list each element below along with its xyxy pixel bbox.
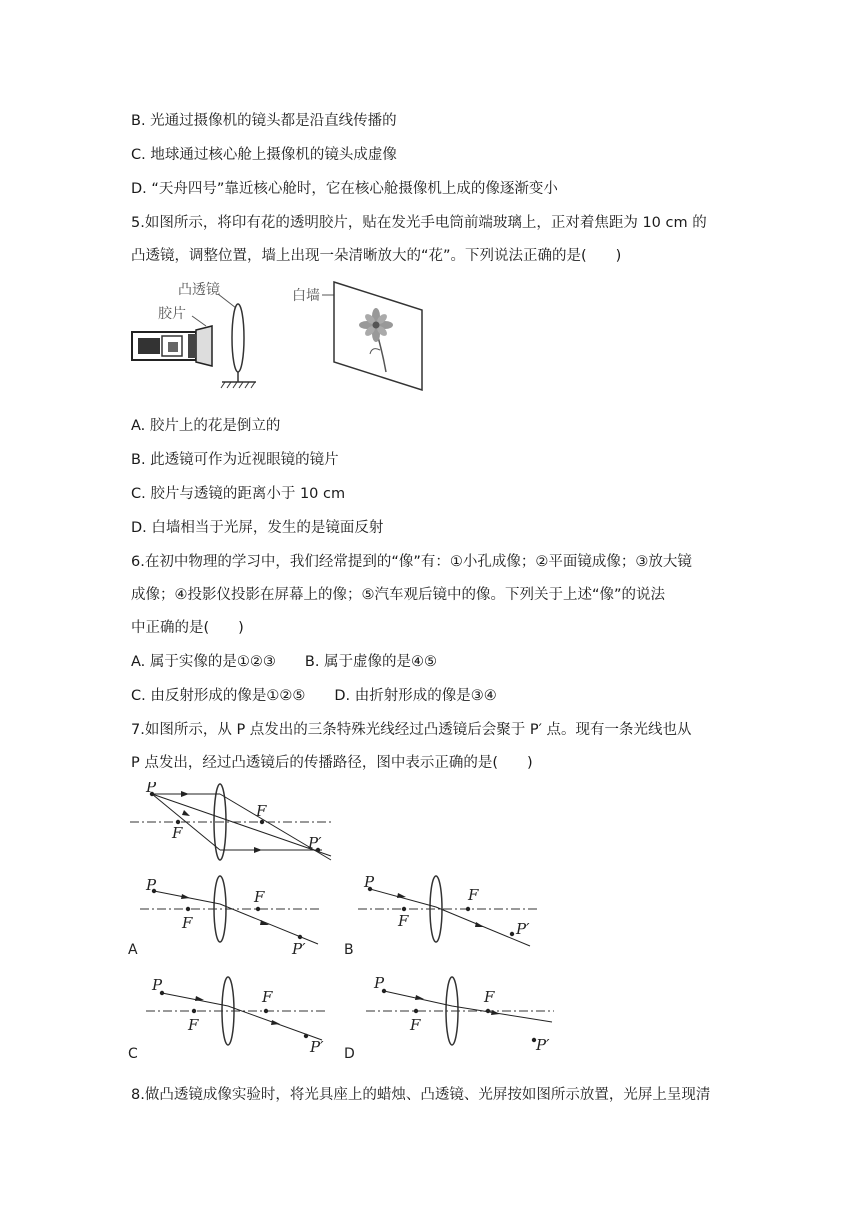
q7-option-b-diagram <box>344 873 539 958</box>
q4-option-d: D. “天舟四号”靠近核心舱时，它在核心舱摄像机上成的像逐渐变小 <box>131 181 558 197</box>
q6-stem-line3: 中正确的是( ) <box>131 620 244 636</box>
q8-stem-line1: 8.做凸透镜成像实验时，将光具座上的蜡烛、凸透镜、光屏按如图所示放置，光屏上呈现清 <box>131 1087 711 1103</box>
q5-option-c: C. 胶片与透镜的距离小于 10 cm <box>131 486 346 502</box>
q5-lens-label: 凸透镜 <box>178 282 220 298</box>
b-pp-label: P′ <box>516 920 530 938</box>
q6-options-ab: A. 属于实像的是①②③ B. 属于虚像的是④⑤ <box>131 654 438 670</box>
q6-options-cd: C. 由反射形成的像是①②⑤ D. 由折射形成的像是③④ <box>131 688 497 704</box>
d-f1-label: F <box>410 1016 421 1034</box>
b-p-label: P <box>364 873 375 891</box>
q5-stem-line2: 凸透镜，调整位置，墙上出现一朵清晰放大的“花”。下列说法正确的是( ) <box>131 248 622 264</box>
q7-figure <box>126 782 556 1062</box>
ref-f2-label: F <box>256 802 267 820</box>
q7-option-c-diagram <box>128 976 326 1062</box>
q6-stem-line2: 成像；④投影仪投影在屏幕上的像；⑤汽车观后镜中的像。下列关于上述“像”的说法 <box>131 587 666 603</box>
ref-f1-label: F <box>172 824 183 842</box>
d-p-label: P <box>374 974 385 992</box>
convex-lens-icon <box>221 304 256 388</box>
q5-option-d: D. 白墙相当于光屏，发生的是镜面反射 <box>131 520 384 536</box>
a-f1-label: F <box>182 914 193 932</box>
q5-figure <box>126 280 446 392</box>
a-p-label: P <box>146 876 157 894</box>
ref-p-label: P <box>146 782 157 796</box>
q6-stem-line1: 6.在初中物理的学习中，我们经常提到的“像”有：①小孔成像；②平面镜成像；③放大镜 <box>131 554 692 570</box>
a-pp-label: P′ <box>292 940 306 958</box>
q5-stem-line1: 5.如图所示，将印有花的透明胶片，贴在发光手电筒前端玻璃上，正对着焦距为 10 cm 的 <box>131 215 707 231</box>
d-pp-label: P′ <box>536 1036 550 1054</box>
q7-reference-diagram <box>130 782 331 860</box>
c-pp-label: P′ <box>310 1038 324 1056</box>
q7-option-b-caption: B <box>344 942 354 958</box>
q7-stem-line1: 7.如图所示，从 P 点发出的三条特殊光线经过凸透镜后会聚于 P′ 点。现有一条光线也从 <box>131 722 692 738</box>
c-f1-label: F <box>188 1016 199 1034</box>
q7-stem-line2: P 点发出，经过凸透镜后的传播路径，图中表示正确的是( ) <box>131 755 533 771</box>
q7-option-a-diagram <box>128 876 321 958</box>
a-f2-label: F <box>254 888 265 906</box>
q7-option-a-caption: A <box>128 942 138 958</box>
q7-option-d-caption: D <box>344 1046 355 1062</box>
d-f2-label: F <box>484 988 495 1006</box>
q5-film-label: 胶片 <box>158 306 186 322</box>
ref-pp-label: P′ <box>308 834 322 852</box>
q4-option-c: C. 地球通过核心舱上摄像机的镜头成虚像 <box>131 147 397 163</box>
q5-option-a: A. 胶片上的花是倒立的 <box>131 418 281 434</box>
q5-wall-label: 白墙 <box>292 288 320 304</box>
q7-option-d-diagram <box>344 974 554 1062</box>
c-p-label: P <box>152 976 163 994</box>
b-f1-label: F <box>398 912 409 930</box>
q5-option-b: B. 此透镜可作为近视眼镜的镜片 <box>131 452 339 468</box>
q4-option-b: B. 光通过摄像机的镜头都是沿直线传播的 <box>131 113 397 129</box>
b-f2-label: F <box>468 886 479 904</box>
q7-option-c-caption: C <box>128 1046 138 1062</box>
flashlight-icon <box>132 326 212 366</box>
c-f2-label: F <box>262 988 273 1006</box>
